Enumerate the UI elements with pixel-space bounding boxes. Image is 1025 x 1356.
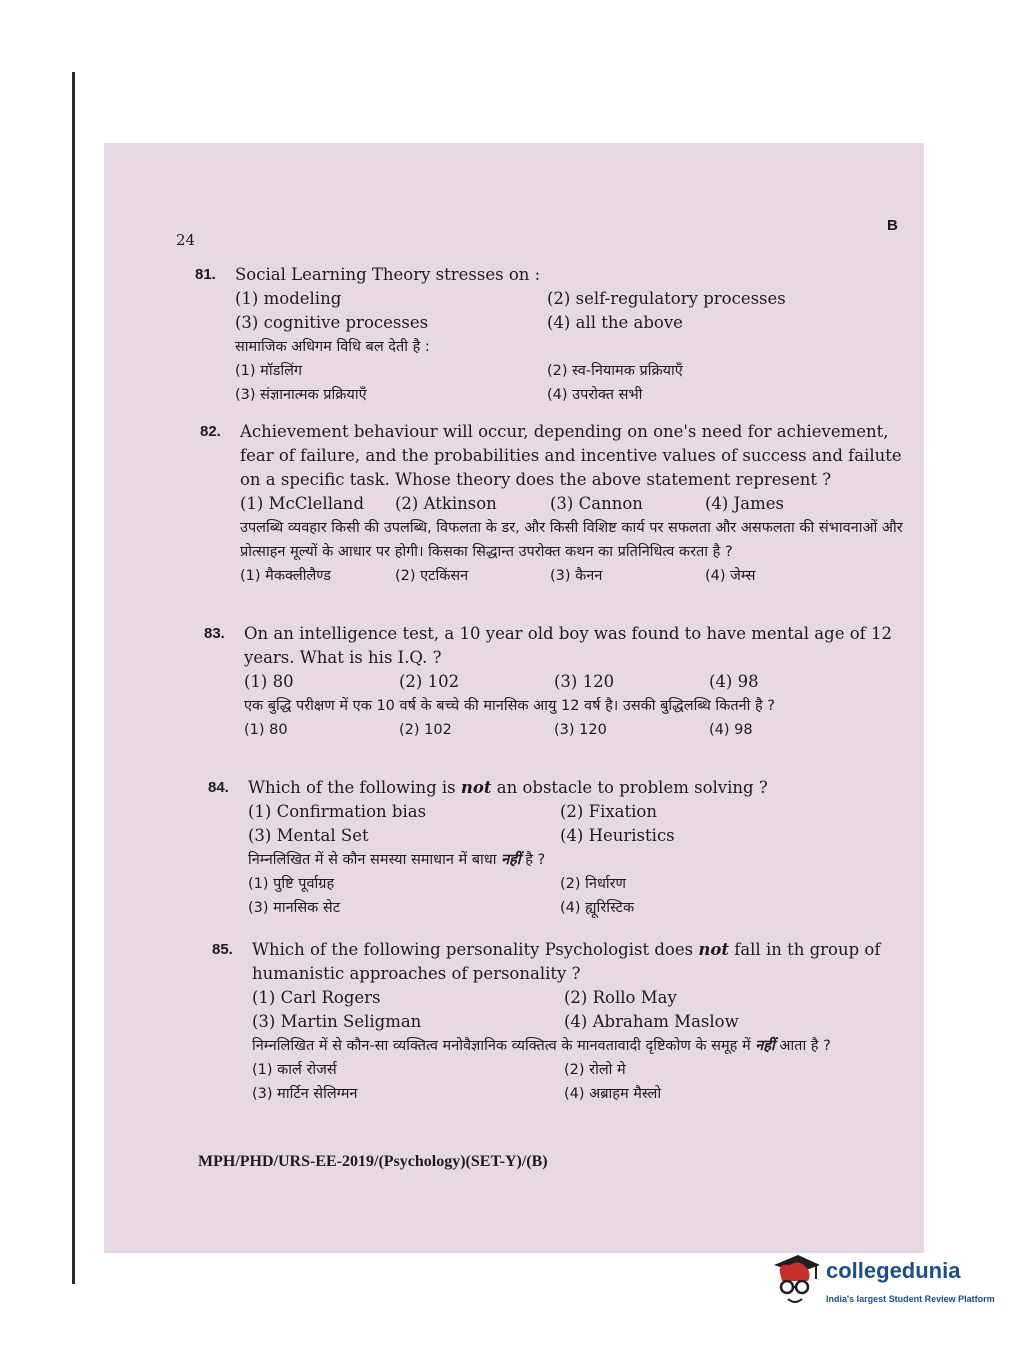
question-82 — [200, 420, 905, 588]
question-text-en: Achievement behaviour will occur, depending on one's need for achievement, fear of failure, and the probabilities and incentive values of success and failute on a specific task. Whose theory does the above statement represent ? — [240, 422, 902, 489]
question-number: 85. — [212, 941, 233, 958]
option-3-hi: (3) 120 — [554, 722, 607, 738]
brand-tagline: India's largest Student Review Platform — [826, 1294, 995, 1304]
option-2-hi: (2) स्व-नियामक प्रक्रियाएँ — [547, 363, 683, 379]
question-text-hi: उपलब्धि व्यवहार किसी की उपलब्धि, विफलता के डर, और किसी विशिष्ट कार्य पर सफलता और असफलता की संभावनाओं और प्रोत्साहन मूल्यों के आधार पर होगी। किसका सिद्धान्त उपरोक्त कथन का प्रतिनिधित्व करता है ? — [240, 520, 903, 560]
brand-name: collegedunia — [826, 1258, 961, 1283]
question-text-en: Social Learning Theory stresses on : — [235, 265, 541, 284]
emphasis-not: not — [698, 940, 729, 959]
option-3-hi: (3) मानसिक सेट — [248, 900, 341, 916]
option-4-en: (4) Heuristics — [560, 826, 675, 845]
option-2-hi: (2) निर्धारण — [560, 876, 627, 892]
option-1-hi: (1) 80 — [244, 722, 288, 738]
question-number: 82. — [200, 423, 221, 440]
option-3-en: (3) 120 — [554, 672, 615, 691]
option-2-en: (2) Rollo May — [564, 988, 677, 1007]
option-1-en: (1) McClelland — [240, 494, 364, 513]
question-number: 84. — [208, 779, 229, 796]
option-4-en: (4) all the above — [547, 313, 683, 332]
option-1-en: (1) Carl Rogers — [252, 988, 381, 1007]
option-4-hi: (4) ह्यूरिस्टिक — [560, 900, 635, 916]
option-4-en: (4) Abraham Maslow — [564, 1012, 739, 1031]
set-letter: B — [887, 217, 898, 234]
option-2-hi: (2) रोलो मे — [564, 1062, 626, 1078]
option-3-hi: (3) कैनन — [550, 568, 603, 584]
option-3-en: (3) Mental Set — [248, 826, 369, 845]
option-4-en: (4) 98 — [709, 672, 759, 691]
option-1-en: (1) 80 — [244, 672, 294, 691]
question-text-en: On an intelligence test, a 10 year old boy was found to have mental age of 12 years. What is his I.Q. ? — [244, 624, 892, 667]
question-84 — [208, 776, 908, 920]
graduate-mascot-icon — [768, 1251, 822, 1311]
question-number: 83. — [204, 625, 225, 642]
emphasis-nahin: नहीं — [755, 1038, 775, 1054]
question-85 — [212, 938, 912, 1106]
option-1-hi: (1) कार्ल रोजर्स — [252, 1062, 337, 1078]
page-number: 24 — [176, 231, 196, 249]
option-2-en: (2) Fixation — [560, 802, 657, 821]
option-1-en: (1) Confirmation bias — [248, 802, 427, 821]
option-2-hi: (2) एटकिंसन — [395, 568, 469, 584]
emphasis-nahin: नहीं — [501, 852, 521, 868]
option-4-en: (4) James — [705, 494, 784, 513]
paper-code-footer: MPH/PHD/URS-EE-2019/(Psychology)(SET-Y)/(B) — [198, 1153, 548, 1170]
emphasis-not: not — [460, 778, 492, 797]
option-3-hi: (3) संज्ञानात्मक प्रक्रियाएँ — [235, 387, 367, 403]
option-3-en: (3) Cannon — [550, 494, 643, 513]
scan-edge-line — [72, 72, 75, 1284]
option-2-hi: (2) 102 — [399, 722, 452, 738]
question-text-en: Which of the following is not an obstacle to problem solving ? — [248, 778, 768, 797]
option-3-en: (3) Martin Seligman — [252, 1012, 422, 1031]
question-text-hi: निम्नलिखित में से कौन समस्या समाधान में बाधा नहीं है ? — [248, 852, 546, 868]
option-1-hi: (1) मॉडलिंग — [235, 363, 303, 379]
option-2-en: (2) 102 — [399, 672, 460, 691]
question-text-hi: सामाजिक अधिगम विधि बल देती है : — [235, 339, 430, 355]
question-83 — [204, 622, 909, 742]
option-4-hi: (4) अब्राहम मैस्लो — [564, 1086, 662, 1102]
option-2-en: (2) self-regulatory processes — [547, 289, 786, 308]
option-1-hi: (1) पुष्टि पूर्वाग्रह — [248, 876, 335, 892]
option-3-hi: (3) मार्टिन सेलिग्मन — [252, 1086, 358, 1102]
option-2-en: (2) Atkinson — [395, 494, 497, 513]
collegedunia-watermark — [768, 1246, 1008, 1316]
option-1-hi: (1) मैकक्लीलैण्ड — [240, 568, 331, 584]
option-4-hi: (4) उपरोक्त सभी — [547, 387, 643, 403]
question-number: 81. — [195, 266, 216, 283]
option-3-en: (3) cognitive processes — [235, 313, 429, 332]
question-text-hi: निम्नलिखित में से कौन-सा व्यक्तित्व मनोवैज्ञानिक व्यक्तित्व के मानवतावादी दृष्टिकोण के समूह में नहीं आता है ? — [252, 1038, 831, 1054]
option-1-en: (1) modeling — [235, 289, 342, 308]
question-text-hi: एक बुद्धि परीक्षण में एक 10 वर्ष के बच्चे की मानसिक आयु 12 वर्ष है। उसकी बुद्धिलब्धि कितनी है ? — [244, 698, 776, 714]
question-text-en: Which of the following personality Psychologist does not fall in th group of humanistic approaches of personality ? — [252, 940, 881, 983]
question-81 — [195, 263, 910, 407]
option-4-hi: (4) जेम्स — [705, 568, 756, 584]
option-4-hi: (4) 98 — [709, 722, 753, 738]
